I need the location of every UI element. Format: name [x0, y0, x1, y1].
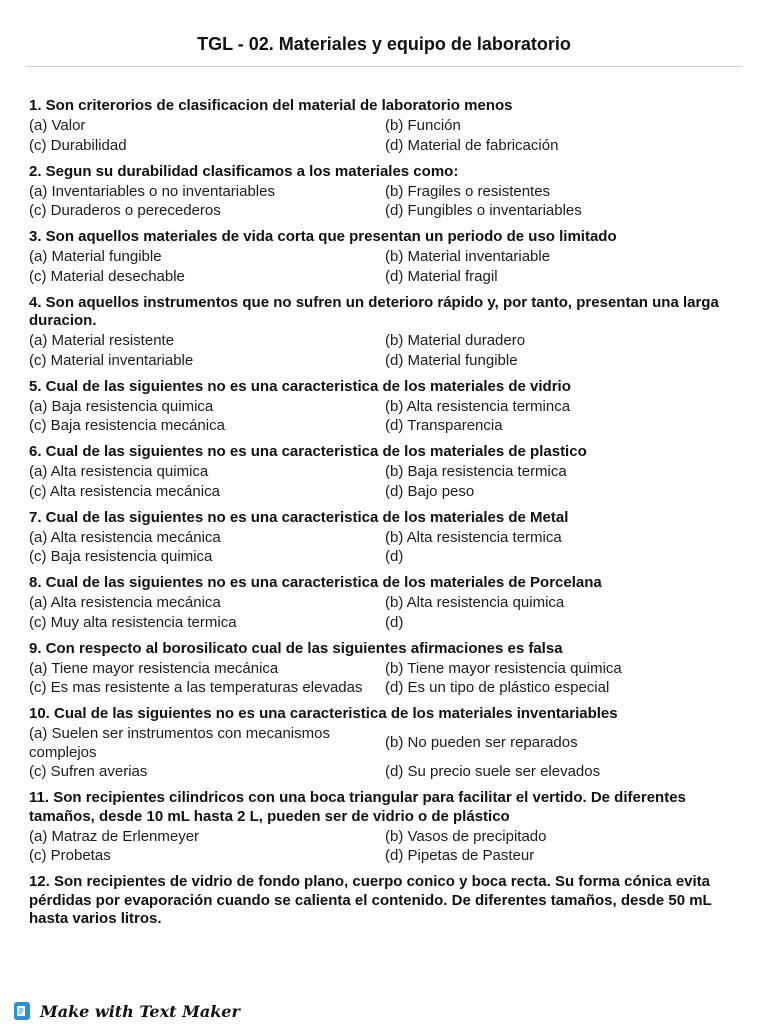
answer-option: (a) Material resistente	[29, 332, 175, 349]
answer-options	[29, 725, 741, 783]
answer-option: (c) Baja resistencia quimica	[29, 548, 213, 565]
answer-option: (d) Transparencia	[385, 417, 503, 434]
question-text: 1. Son criterorios de clasificacion del material de laboratorio menos	[29, 97, 513, 114]
answer-option: (c) Material desechable	[29, 267, 185, 285]
question-item	[29, 705, 741, 782]
answer-option: (b) Alta resistencia termica	[385, 528, 562, 546]
footer-watermark	[14, 1000, 240, 1022]
answer-option: (a) Tiene mayor resistencia mecánica	[29, 659, 279, 677]
answer-option: (a) Alta resistencia quimica	[29, 463, 209, 480]
answer-option: (a) Valor	[29, 117, 86, 134]
question-item	[29, 97, 741, 156]
answer-options	[29, 182, 741, 221]
answer-option: (d) Material de fabricación	[385, 136, 559, 154]
answer-options	[29, 528, 741, 567]
answer-options	[29, 827, 741, 866]
answer-option: (a) Alta resistencia mecánica	[29, 594, 221, 611]
question-text: 12. Son recipientes de vidrio de fondo plano, cuerpo conico y boca recta. Su forma cónica evita pérdidas por evaporación cuando se calienta el contenido. De diferentes tamaños, desde 50 mL hasta varios litros.	[29, 873, 712, 927]
answer-option: (d) Material fungible	[385, 351, 518, 369]
answer-option: (d)	[385, 613, 404, 631]
page-title: TGL - 02. Materiales y equipo de laboratorio	[197, 34, 571, 54]
answer-option: (a) Suelen ser instrumentos con mecanismos complejos	[29, 725, 330, 761]
question-item	[29, 873, 741, 929]
answer-option: (c) Muy alta resistencia termica	[29, 613, 237, 631]
question-item	[29, 574, 741, 633]
question-item	[29, 640, 741, 699]
answer-option: (a) Matraz de Erlenmeyer	[29, 827, 200, 845]
question-item	[29, 443, 741, 502]
answer-option: (c) Baja resistencia mecánica	[29, 417, 225, 434]
answer-option: (c) Duraderos o perecederos	[29, 202, 221, 219]
answer-option: (d) Pipetas de Pasteur	[385, 847, 535, 864]
footer-text: Make with Text Maker	[40, 1001, 240, 1021]
answer-option: (d)	[385, 548, 404, 565]
question-text: 8. Cual de las siguientes no es una caracteristica de los materiales de Porcelana	[29, 574, 602, 591]
answer-option: (c) Es mas resistente a las temperaturas elevadas	[29, 679, 363, 696]
answer-option: (b) Fragiles o resistentes	[385, 182, 551, 200]
answer-options	[29, 248, 741, 287]
answer-option: (a) Baja resistencia quimica	[29, 397, 214, 415]
answer-option: (c) Material inventariable	[29, 351, 194, 369]
answer-option: (b) Alta resistencia quimica	[385, 594, 565, 611]
answer-option: (a) Material fungible	[29, 248, 162, 265]
answer-option: (c) Probetas	[29, 847, 111, 864]
answer-option: (b) Material inventariable	[385, 248, 551, 265]
answer-option: (b) Tiene mayor resistencia quimica	[385, 659, 622, 677]
answer-options	[29, 463, 741, 502]
answer-option: (a) Alta resistencia mecánica	[29, 528, 221, 546]
answer-option: (c) Alta resistencia mecánica	[29, 482, 220, 500]
question-text: 7. Cual de las siguientes no es una caracteristica de los materiales de Metal	[29, 508, 569, 526]
answer-option: (b) No pueden ser reparados	[385, 734, 578, 752]
question-text: 3. Son aquellos materiales de vida corta que presentan un periodo de uso limitado	[29, 228, 617, 245]
question-text: 4. Son aquellos instrumentos que no sufren un deterioro rápido y, por tanto, presentan una larga duracion.	[29, 293, 719, 329]
document-edit-icon	[14, 1002, 30, 1020]
question-text: 6. Cual de las siguientes no es una caracteristica de los materiales de plastico	[29, 443, 587, 460]
answer-option: (c) Sufren averias	[29, 763, 148, 780]
answer-options	[29, 397, 741, 436]
answer-option: (d) Su precio suele ser elevados	[385, 763, 601, 780]
answer-options	[29, 594, 741, 633]
answer-option: (b) Función	[385, 117, 461, 134]
answer-option: (b) Material duradero	[385, 332, 526, 349]
answer-options	[29, 659, 741, 698]
answer-option: (d) Material fragil	[385, 267, 498, 285]
question-list	[29, 97, 741, 936]
question-item	[29, 789, 741, 866]
answer-option: (d) Fungibles o inventariables	[385, 202, 582, 219]
answer-options	[29, 117, 741, 156]
question-item	[29, 509, 741, 568]
answer-option: (b) Vasos de precipitado	[385, 827, 547, 845]
answer-options	[29, 332, 741, 371]
answer-option: (c) Durabilidad	[29, 136, 127, 154]
question-text: 11. Son recipientes cilindricos con una boca triangular para facilitar el vertido. De diferentes tamaños, desde 10 mL hasta 2 L, pueden ser de vidrio o de plástico	[29, 789, 686, 825]
title-divider	[26, 66, 742, 67]
question-text: 5. Cual de las siguientes no es una caracteristica de los materiales de vidrio	[29, 377, 571, 395]
answer-option: (d) Bajo peso	[385, 482, 475, 500]
question-item	[29, 378, 741, 437]
question-text: 9. Con respecto al borosilicato cual de las siguientes afirmaciones es falsa	[29, 639, 563, 657]
question-item	[29, 294, 741, 371]
question-item	[29, 163, 741, 222]
answer-option: (b) Baja resistencia termica	[385, 463, 567, 480]
answer-option: (d) Es un tipo de plástico especial	[385, 679, 610, 696]
question-text: 10. Cual de las siguientes no es una caracteristica de los materiales inventariables	[29, 705, 618, 722]
question-text: 2. Segun su durabilidad clasificamos a los materiales como:	[29, 162, 459, 180]
answer-option: (a) Inventariables o no inventariables	[29, 182, 275, 200]
answer-option: (b) Alta resistencia terminca	[385, 397, 571, 415]
question-item	[29, 228, 741, 287]
